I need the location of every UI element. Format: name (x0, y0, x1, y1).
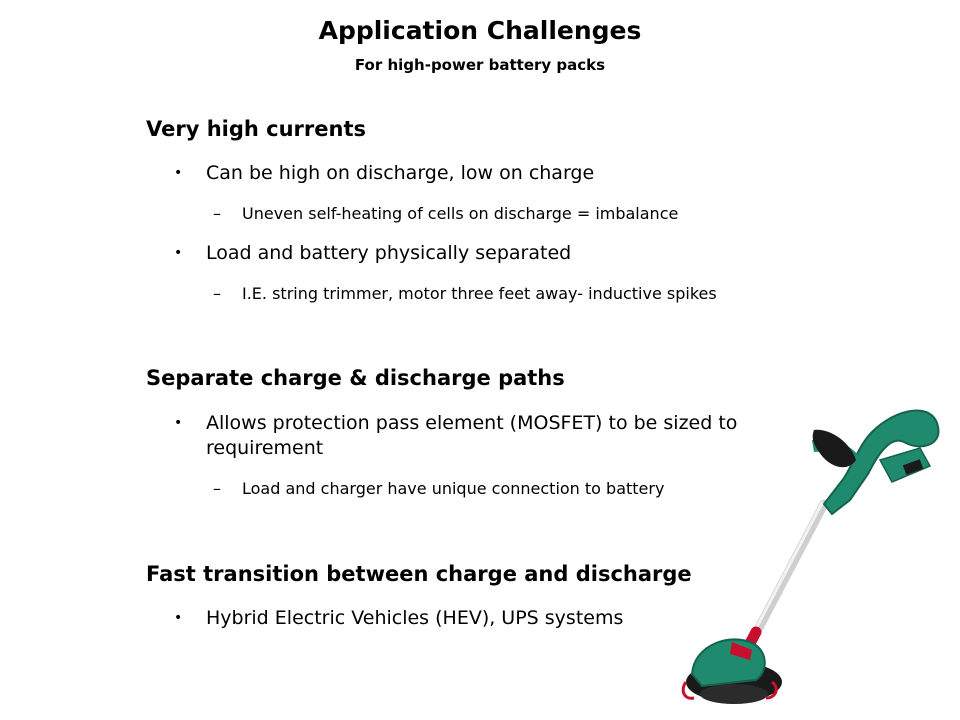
trimmer-motor-housing (692, 639, 765, 686)
trimmer-spool (700, 684, 768, 704)
bullet-text: Allows protection pass element (MOSFET) to be sized to requirement (206, 412, 738, 459)
sub-bullet-text: I.E. string trimmer, motor three feet away- inductive spikes (242, 284, 717, 303)
bullet-text: Load and battery physically separated (206, 242, 572, 264)
bullet-marker: • (174, 165, 183, 181)
bullet-marker: • (174, 610, 183, 626)
sub-bullet-text: Load and charger have unique connection to battery (242, 479, 665, 498)
bullet-text: Hybrid Electric Vehicles (HEV), UPS systems (206, 607, 624, 629)
section-heading-fast-transition: Fast transition between charge and discharge (146, 562, 692, 586)
section-heading-separate-paths: Separate charge & discharge paths (146, 366, 565, 390)
bullet-marker: • (174, 245, 183, 261)
bullet-text: Can be high on discharge, low on charge (206, 162, 595, 184)
section-heading-very-high-currents: Very high currents (146, 117, 366, 141)
trimmer-aux-grip (813, 430, 856, 467)
string-trimmer-icon (672, 382, 960, 720)
slide-title: Application Challenges (318, 16, 642, 45)
dash-marker: – (213, 479, 221, 498)
dash-marker: – (213, 204, 221, 223)
bullet-marker: • (174, 415, 183, 431)
dash-marker: – (213, 284, 221, 303)
slide-subtitle: For high-power battery packs (354, 56, 606, 74)
sub-bullet-text: Uneven self-heating of cells on discharge = imbalance (242, 204, 679, 223)
